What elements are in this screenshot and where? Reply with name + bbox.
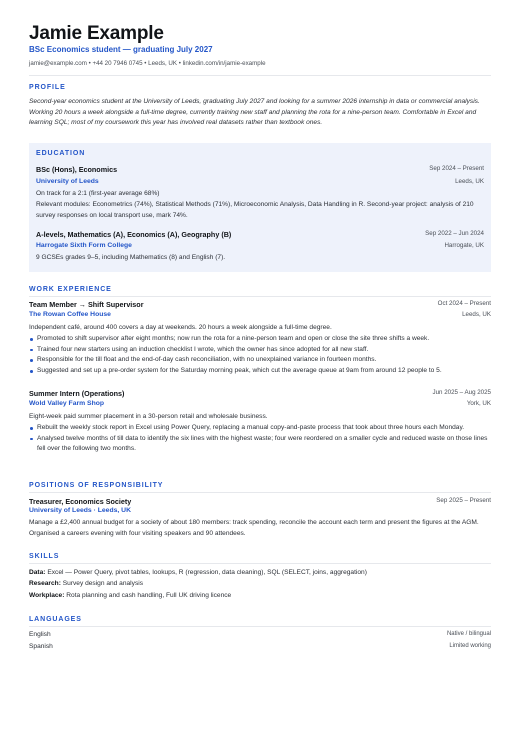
school-name: University of Leeds bbox=[36, 178, 99, 185]
skill-value: Rota planning and cash handling, Full UK driving licence bbox=[66, 592, 232, 599]
language-row bbox=[29, 631, 491, 641]
education-dates: Sep 2022 – Jun 2024 bbox=[425, 230, 484, 237]
language-name: Spanish bbox=[29, 643, 53, 650]
job-role: Summer Intern (Operations) bbox=[29, 389, 125, 398]
school-location: Leeds, UK bbox=[455, 178, 484, 185]
headline: BSc Economics student — graduating July 2027 bbox=[29, 45, 213, 54]
list-item: Rebuilt the weekly stock report in Excel using Power Query, replacing a manual copy-and-paste process that took about three hours each Monday. bbox=[29, 423, 491, 434]
job-bullets bbox=[29, 423, 491, 455]
language-level: Limited working bbox=[449, 643, 491, 649]
education-detail: On track for a 2:1 (first-year average 68%) bbox=[36, 190, 160, 197]
skill-line-research bbox=[29, 580, 143, 587]
skill-label: Workplace: bbox=[29, 592, 65, 599]
job-location: York, UK bbox=[466, 400, 491, 407]
language-name: English bbox=[29, 631, 51, 638]
section-divider bbox=[29, 626, 491, 627]
profile-text: Second-year economics student at the University of Leeds, graduating July 2027 and looking for a summer 2026 internship in data or commercial analysis. Working 20 hours a week alongside a full-time degree, currently training new staff and planning the rota for a nine-person team. Comfortable in Excel and learning SQL; most of my coursework this year has involved real datasets rather than textbook ones. bbox=[29, 98, 480, 127]
profile-heading: PROFILE bbox=[29, 84, 66, 91]
education-section bbox=[29, 143, 491, 272]
list-item: Suggested and set up a pre-order system for the Saturday morning peak, which cut the average queue at 9am from around 12 people to 5. bbox=[29, 366, 491, 377]
job-dates: Oct 2024 – Present bbox=[437, 300, 491, 307]
degree-title: BSc (Hons), Economics bbox=[36, 165, 118, 174]
skill-value: Survey design and analysis bbox=[62, 580, 144, 587]
list-item: Analysed twelve months of till data to identify the six lines with the highest waste; four were reordered on a smaller cycle and reduced waste on those lines fell over the following two months. bbox=[29, 434, 491, 455]
section-divider bbox=[29, 492, 491, 493]
contact-line: jamie@example.com • +44 20 7946 0745 • Leeds, UK • linkedin.com/in/jamie-example bbox=[29, 60, 266, 67]
skill-line-workplace bbox=[29, 592, 231, 599]
skill-label: Research: bbox=[29, 580, 61, 587]
job-summary: Eight-week paid summer placement in a 30-person retail and wholesale business. bbox=[29, 413, 268, 420]
job-dates: Jun 2025 – Aug 2025 bbox=[432, 389, 491, 396]
job-role: Team Member → Shift Supervisor bbox=[29, 300, 144, 309]
skill-line-data bbox=[29, 569, 367, 576]
language-row bbox=[29, 643, 491, 653]
list-item: Promoted to shift supervisor after eight months; now run the rota for a nine-person team and open or close the site three shifts a week. bbox=[29, 334, 491, 345]
degree-title: A-levels, Mathematics (A), Economics (A), Geography (B) bbox=[36, 230, 232, 239]
education-detail: 9 GCSEs grades 9–5, including Mathematics (8) and English (7). bbox=[36, 254, 226, 261]
school-location: Harrogate, UK bbox=[444, 242, 484, 249]
skills-heading: SKILLS bbox=[29, 553, 60, 560]
candidate-name: Jamie Example bbox=[29, 23, 164, 44]
education-modules: Relevant modules: Econometrics (74%), Statistical Methods (71%), Microeconomic Analysis, Data Handling in R. Second-year project: analysis of 210 survey responses on local transport use, mark 74%. bbox=[36, 201, 474, 219]
responsibility-role: Treasurer, Economics Society bbox=[29, 497, 132, 506]
responsibility-text: Manage a £2,400 annual budget for a society of about 180 members: track spending, reconcile the account each term and present the figures at the AGM. Organised a careers evening with four visiting speakers and 90 attendees. bbox=[29, 519, 479, 537]
education-dates: Sep 2024 – Present bbox=[429, 165, 484, 172]
job-summary: Independent café, around 400 covers a day at weekends. 20 hours a week alongside a full-time degree. bbox=[29, 324, 332, 331]
employer-name: Wold Valley Farm Shop bbox=[29, 400, 105, 407]
school-name: Harrogate Sixth Form College bbox=[36, 242, 132, 249]
job-location: Leeds, UK bbox=[462, 311, 491, 318]
header-divider bbox=[29, 75, 491, 76]
responsibility-heading: POSITIONS OF RESPONSIBILITY bbox=[29, 482, 164, 489]
languages-heading: LANGUAGES bbox=[29, 616, 82, 623]
education-heading: EDUCATION bbox=[36, 150, 86, 157]
language-level: Native / bilingual bbox=[446, 631, 491, 637]
list-item: Trained four new starters using an induction checklist I wrote, which the owner has since adopted for all new staff. bbox=[29, 345, 491, 356]
employer-name: The Rowan Coffee House bbox=[29, 311, 111, 318]
skill-label: Data: bbox=[29, 569, 46, 576]
section-divider bbox=[29, 563, 491, 564]
list-item: Responsible for the till float and the end-of-day cash reconciliation, with no unexplained variance in fourteen months. bbox=[29, 355, 491, 366]
section-divider bbox=[29, 296, 491, 297]
responsibility-org: University of Leeds · Leeds, UK bbox=[29, 507, 131, 514]
skill-value: Excel — Power Query, pivot tables, lookups, R (regression, data cleaning), SQL (SELECT, joins, aggregation) bbox=[47, 569, 367, 576]
job-bullets bbox=[29, 334, 491, 376]
responsibility-dates: Sep 2025 – Present bbox=[436, 497, 491, 504]
work-heading: WORK EXPERIENCE bbox=[29, 286, 112, 293]
